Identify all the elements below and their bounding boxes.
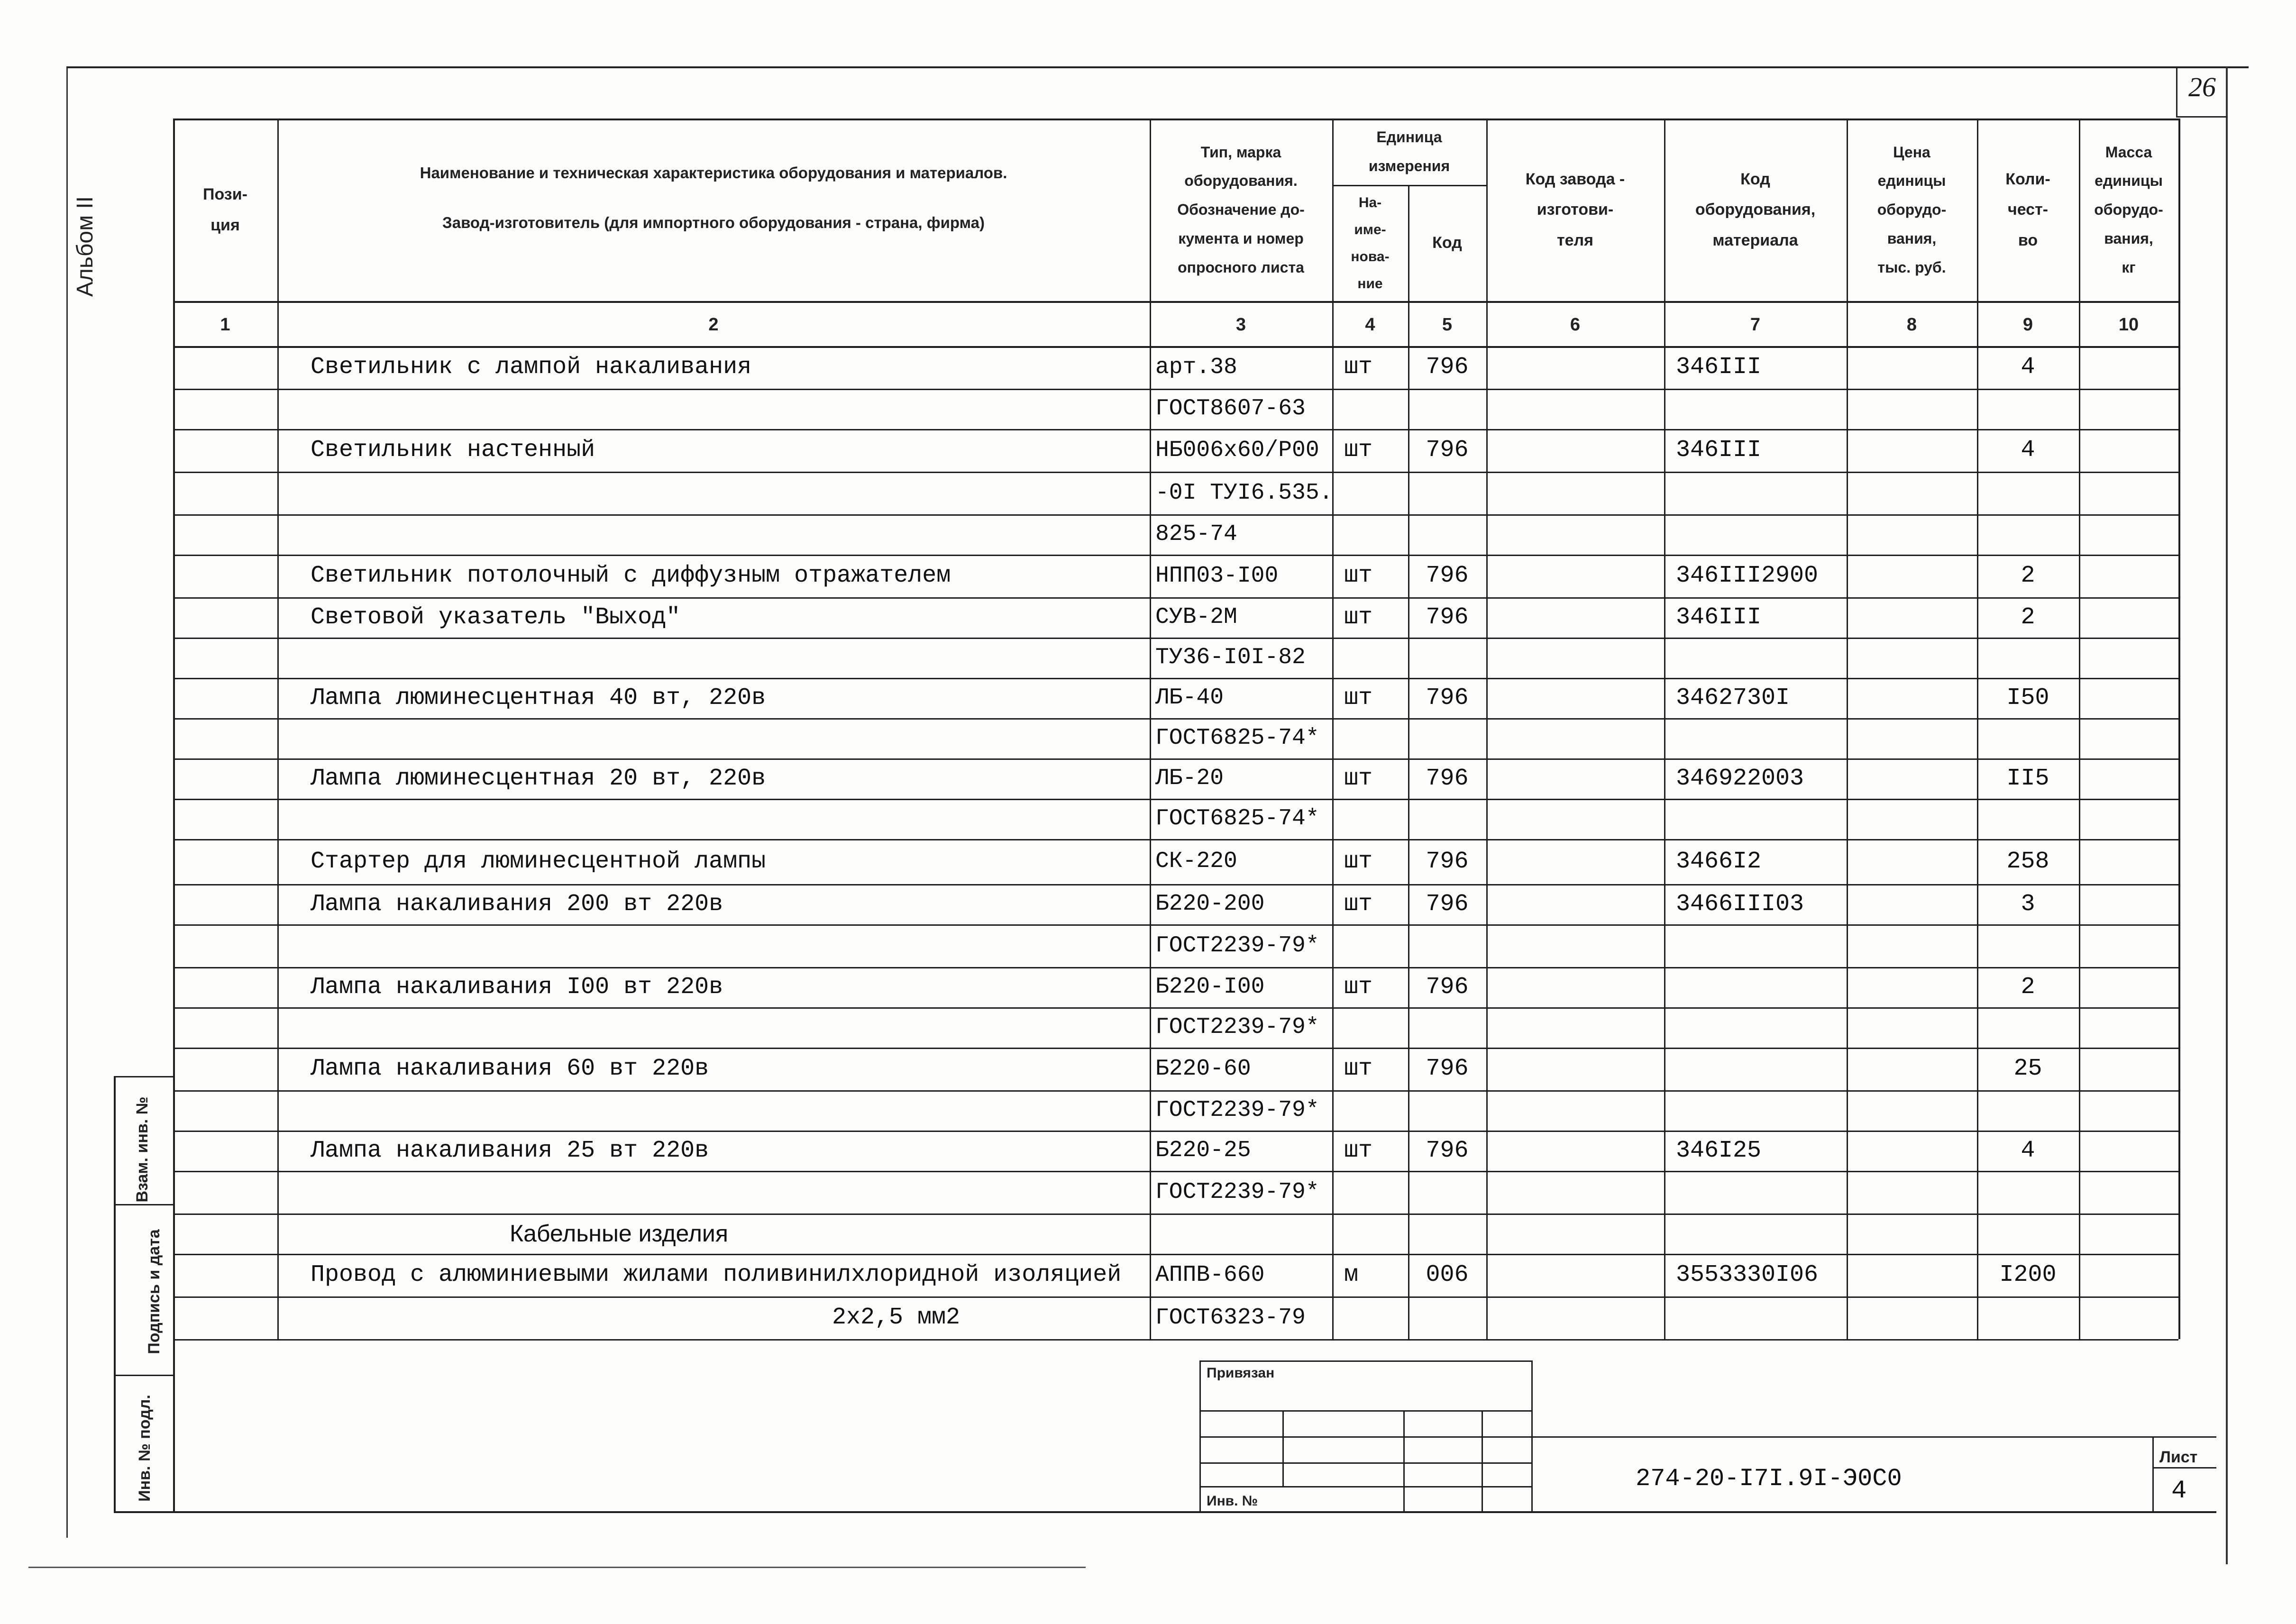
item-unit: шт bbox=[1344, 974, 1373, 1001]
item-equipment-code bbox=[1664, 514, 1847, 555]
item-unit-code: 796 bbox=[1426, 354, 1469, 381]
item-unit-code bbox=[1408, 1296, 1486, 1339]
item-unit-code bbox=[1408, 389, 1486, 429]
item-unit bbox=[1332, 1171, 1408, 1213]
item-name bbox=[277, 799, 1150, 839]
item-unit: шт bbox=[1344, 437, 1373, 464]
item-unit bbox=[1332, 389, 1408, 429]
stamp-linked-label: Привязан bbox=[1207, 1365, 1275, 1381]
item-unit-code: 796 bbox=[1426, 604, 1469, 631]
item-unit: шт bbox=[1344, 848, 1373, 875]
item-name bbox=[277, 389, 1150, 429]
column-divider bbox=[1847, 119, 1848, 1339]
column-number: 2 bbox=[708, 315, 719, 335]
column-number: 10 bbox=[2118, 315, 2139, 335]
item-quantity: I200 bbox=[1999, 1261, 2057, 1288]
item-equipment-code: 3553330I06 bbox=[1676, 1261, 1819, 1288]
item-type: арт.38 bbox=[1155, 355, 1237, 380]
item-type: ГОСТ2239-79* bbox=[1155, 1014, 1319, 1040]
page-number: 26 bbox=[2188, 72, 2216, 102]
header-type: Тип, марка оборудования. Обозначение до- кумента и номер опросного листа bbox=[1177, 143, 1305, 276]
sheet-label: Лист bbox=[2159, 1448, 2198, 1466]
item-quantity: 4 bbox=[2021, 437, 2035, 464]
item-quantity bbox=[1977, 1171, 2079, 1213]
item-quantity: 3 bbox=[2021, 891, 2035, 918]
item-name: Световой указатель "Выход" bbox=[311, 604, 681, 631]
column-number: 6 bbox=[1570, 315, 1581, 335]
column-number: 5 bbox=[1442, 315, 1453, 335]
item-unit-code bbox=[1408, 924, 1486, 967]
column-divider bbox=[173, 119, 175, 1339]
item-unit-code bbox=[1408, 472, 1486, 514]
stamp-col bbox=[1403, 1410, 1405, 1512]
item-type: НПП03-I00 bbox=[1155, 563, 1279, 589]
stamp-inv-label: Инв. № bbox=[1207, 1493, 1258, 1509]
header-bottom-border bbox=[173, 301, 2178, 303]
item-equipment-code: 346I25 bbox=[1676, 1137, 1762, 1164]
item-name bbox=[277, 1171, 1150, 1213]
column-number: 9 bbox=[2022, 315, 2033, 335]
item-unit bbox=[1332, 924, 1408, 967]
item-type: -0I ТУI6.535. bbox=[1155, 480, 1333, 506]
bottom-scan-line bbox=[28, 1567, 1086, 1568]
item-quantity: 258 bbox=[2006, 848, 2049, 875]
header-name-line1: Наименование и техническая характеристика оборудования и материалов. bbox=[420, 164, 1007, 182]
item-quantity bbox=[1977, 389, 2079, 429]
item-name: Лампа накаливания 60 вт 220в bbox=[311, 1055, 709, 1082]
header-name-line2: Завод-изготовитель (для импортного оборудования - страна, фирма) bbox=[442, 213, 985, 231]
item-unit bbox=[1332, 718, 1408, 758]
item-quantity: 2 bbox=[2021, 562, 2035, 589]
item-quantity bbox=[1977, 1007, 2079, 1048]
item-equipment-code bbox=[1664, 1171, 1847, 1213]
item-unit: шт bbox=[1344, 891, 1373, 918]
stamp-col bbox=[1282, 1410, 1284, 1486]
column-number: 7 bbox=[1750, 315, 1761, 335]
item-type: ГОСТ8607-63 bbox=[1155, 396, 1306, 421]
item-equipment-code bbox=[1664, 389, 1847, 429]
item-type: ГОСТ6825-74* bbox=[1155, 806, 1319, 831]
side-label-inv-orig: Инв. № подл. bbox=[136, 1395, 154, 1502]
item-name: Лампа накаливания 25 вт 220в bbox=[311, 1137, 709, 1164]
item-quantity bbox=[1977, 514, 2079, 555]
item-name: Кабельные изделия bbox=[510, 1220, 728, 1247]
item-equipment-code bbox=[1664, 1007, 1847, 1048]
item-name: Лампа люминесцентная 20 вт, 220в bbox=[311, 765, 766, 792]
item-unit: шт bbox=[1344, 1137, 1373, 1164]
item-type: ГОСТ6825-74* bbox=[1155, 725, 1319, 751]
item-name: Лампа люминесцентная 40 вт, 220в bbox=[311, 684, 766, 712]
header-equipment-code: Код оборудования, материала bbox=[1695, 170, 1816, 249]
side-label-inv-no: Взам. инв. № bbox=[133, 1096, 151, 1203]
item-unit-code: 796 bbox=[1426, 684, 1469, 712]
item-unit-code bbox=[1408, 1090, 1486, 1131]
item-unit bbox=[1332, 1007, 1408, 1048]
item-equipment-code bbox=[1664, 1296, 1847, 1339]
item-equipment-code bbox=[1664, 1090, 1847, 1131]
item-name: 2х2,5 мм2 bbox=[832, 1304, 960, 1331]
item-type: СК-220 bbox=[1155, 848, 1237, 874]
item-name bbox=[277, 1007, 1150, 1048]
item-type: ГОСТ6323-79 bbox=[1155, 1305, 1306, 1331]
item-type: 825-74 bbox=[1155, 521, 1237, 547]
item-unit-code: 796 bbox=[1426, 1137, 1469, 1164]
item-equipment-code: 3462730I bbox=[1676, 684, 1790, 712]
item-type: Б220-I00 bbox=[1155, 974, 1265, 1000]
item-quantity bbox=[1977, 718, 2079, 758]
item-unit-code: 796 bbox=[1426, 562, 1469, 589]
item-unit-code bbox=[1408, 1171, 1486, 1213]
item-name bbox=[277, 718, 1150, 758]
item-unit: шт bbox=[1344, 604, 1373, 631]
stamp-right bbox=[1531, 1360, 1533, 1512]
header-factory-code: Код завода - изготови- теля bbox=[1525, 170, 1625, 249]
item-unit bbox=[1332, 1213, 1408, 1254]
header-quantity: Коли- чест- во bbox=[2005, 170, 2050, 249]
item-quantity bbox=[1977, 799, 2079, 839]
item-name bbox=[277, 514, 1150, 555]
item-unit-code: 796 bbox=[1426, 765, 1469, 792]
item-quantity: 25 bbox=[2013, 1055, 2042, 1082]
item-unit-code bbox=[1408, 1213, 1486, 1254]
column-number: 1 bbox=[220, 315, 230, 335]
stamp-top bbox=[1199, 1360, 1531, 1362]
item-type: ГОСТ2239-79* bbox=[1155, 1097, 1319, 1123]
side-stamp-div2 bbox=[114, 1375, 173, 1376]
column-divider bbox=[2079, 119, 2080, 1339]
item-equipment-code bbox=[1664, 472, 1847, 514]
item-equipment-code bbox=[1664, 1048, 1847, 1090]
sheet-box-div bbox=[2152, 1467, 2216, 1469]
item-equipment-code: 346III bbox=[1676, 354, 1762, 381]
column-number: 8 bbox=[1906, 315, 1917, 335]
item-unit-code: 796 bbox=[1426, 974, 1469, 1001]
header-unit-name: На- име- нова- ние bbox=[1351, 194, 1390, 292]
item-unit-code: 796 bbox=[1426, 437, 1469, 464]
item-equipment-code: 3466I2 bbox=[1676, 848, 1762, 875]
item-quantity: 4 bbox=[2021, 354, 2035, 381]
item-type: Б220-60 bbox=[1155, 1056, 1251, 1082]
item-quantity: I50 bbox=[2006, 684, 2049, 712]
item-type: Б220-25 bbox=[1155, 1138, 1251, 1163]
item-quantity bbox=[1977, 1090, 2079, 1131]
item-equipment-code: 346III bbox=[1676, 437, 1762, 464]
item-type bbox=[1150, 1213, 1332, 1254]
item-equipment-code bbox=[1664, 1213, 1847, 1254]
item-unit-code: 796 bbox=[1426, 891, 1469, 918]
item-unit-code: 006 bbox=[1426, 1261, 1469, 1288]
item-name bbox=[277, 472, 1150, 514]
item-quantity: 2 bbox=[2021, 974, 2035, 1001]
item-quantity bbox=[1977, 638, 2079, 678]
item-name bbox=[277, 1090, 1150, 1131]
item-quantity bbox=[1977, 924, 2079, 967]
item-unit-code bbox=[1408, 718, 1486, 758]
stamp-row-long bbox=[1199, 1436, 2216, 1438]
item-equipment-code bbox=[1664, 924, 1847, 967]
item-unit bbox=[1332, 1296, 1408, 1339]
item-equipment-code: 346III2900 bbox=[1676, 562, 1819, 589]
item-quantity: 2 bbox=[2021, 604, 2035, 631]
item-name bbox=[277, 638, 1150, 678]
item-unit-code: 796 bbox=[1426, 848, 1469, 875]
item-unit bbox=[1332, 514, 1408, 555]
item-type: СУВ-2М bbox=[1155, 604, 1237, 630]
item-name: Стартер для люминесцентной лампы bbox=[311, 848, 766, 875]
item-type: НБ006х60/Р00 bbox=[1155, 438, 1319, 463]
item-type: ТУ36-I0I-82 bbox=[1155, 645, 1306, 670]
item-unit bbox=[1332, 638, 1408, 678]
right-frame-line bbox=[2226, 66, 2228, 1564]
item-quantity bbox=[1977, 1213, 2079, 1254]
item-equipment-code bbox=[1664, 638, 1847, 678]
row-divider bbox=[173, 1339, 2178, 1341]
item-unit: шт bbox=[1344, 684, 1373, 712]
item-name: Светильник потолочный с диффузным отражателем bbox=[311, 562, 951, 589]
item-unit-code bbox=[1408, 638, 1486, 678]
item-name: Светильник с лампой накаливания bbox=[311, 354, 752, 381]
item-unit-code bbox=[1408, 514, 1486, 555]
item-unit-code bbox=[1408, 799, 1486, 839]
item-unit-code: 796 bbox=[1426, 1055, 1469, 1082]
item-name: Провод с алюминиевыми жилами поливинилхлоридной изоляцией bbox=[311, 1261, 1122, 1288]
side-stamp-left-border bbox=[114, 1076, 116, 1512]
header-unit-mass: Масса единицы оборудо- вания, кг bbox=[2094, 143, 2163, 276]
column-divider bbox=[2178, 119, 2180, 1339]
item-unit: шт bbox=[1344, 765, 1373, 792]
item-unit: шт bbox=[1344, 562, 1373, 589]
column-number: 3 bbox=[1235, 315, 1246, 335]
sheet-box-left bbox=[2152, 1436, 2154, 1512]
item-quantity bbox=[1977, 1296, 2079, 1339]
item-equipment-code: 3466III03 bbox=[1676, 891, 1804, 918]
item-unit bbox=[1332, 799, 1408, 839]
item-unit-code bbox=[1408, 1007, 1486, 1048]
item-unit bbox=[1332, 472, 1408, 514]
item-unit: шт bbox=[1344, 354, 1373, 381]
item-name: Светильник настенный bbox=[311, 437, 595, 464]
header-unit-code: Код bbox=[1432, 234, 1462, 252]
item-name: Лампа накаливания I00 вт 220в bbox=[311, 974, 723, 1001]
item-equipment-code: 346III bbox=[1676, 604, 1762, 631]
column-number: 4 bbox=[1365, 315, 1375, 335]
item-equipment-code bbox=[1664, 718, 1847, 758]
album-label: Альбом II bbox=[73, 196, 98, 297]
item-unit bbox=[1332, 1090, 1408, 1131]
item-type: ЛБ-40 bbox=[1155, 685, 1224, 711]
item-quantity: 4 bbox=[2021, 1137, 2035, 1164]
item-type: АППВ-660 bbox=[1155, 1262, 1265, 1288]
item-quantity bbox=[1977, 472, 2079, 514]
item-name bbox=[277, 924, 1150, 967]
item-type: ГОСТ2239-79* bbox=[1155, 1179, 1319, 1205]
header-unit-price: Цена единицы оборудо- вания, тыс. руб. bbox=[1877, 143, 1947, 276]
item-equipment-code bbox=[1664, 967, 1847, 1007]
header-unit-group: Единица измерения bbox=[1368, 128, 1450, 174]
item-type: ГОСТ2239-79* bbox=[1155, 933, 1319, 958]
stamp-col bbox=[1482, 1410, 1483, 1512]
stamp-left bbox=[1199, 1360, 1201, 1512]
item-unit: шт bbox=[1344, 1055, 1373, 1082]
header-position: Пози- ция bbox=[203, 185, 247, 234]
item-type: ЛБ-20 bbox=[1155, 766, 1224, 791]
item-name: Лампа накаливания 200 вт 220в bbox=[311, 891, 723, 918]
column-divider bbox=[1486, 119, 1488, 1339]
item-equipment-code: 346922003 bbox=[1676, 765, 1804, 792]
document-number: 274-20-I7I.9I-Э0С0 bbox=[1636, 1465, 1902, 1493]
item-quantity: II5 bbox=[2006, 765, 2049, 792]
side-stamp-top bbox=[114, 1076, 173, 1077]
item-type: Б220-200 bbox=[1155, 891, 1265, 917]
sheet-number: 4 bbox=[2171, 1477, 2187, 1505]
frame-bottom-border bbox=[114, 1511, 2216, 1513]
item-unit: м bbox=[1344, 1261, 1359, 1288]
side-label-sign-date: Подпись и дата bbox=[145, 1229, 163, 1354]
frame-left-lower bbox=[173, 1339, 175, 1512]
item-equipment-code bbox=[1664, 799, 1847, 839]
